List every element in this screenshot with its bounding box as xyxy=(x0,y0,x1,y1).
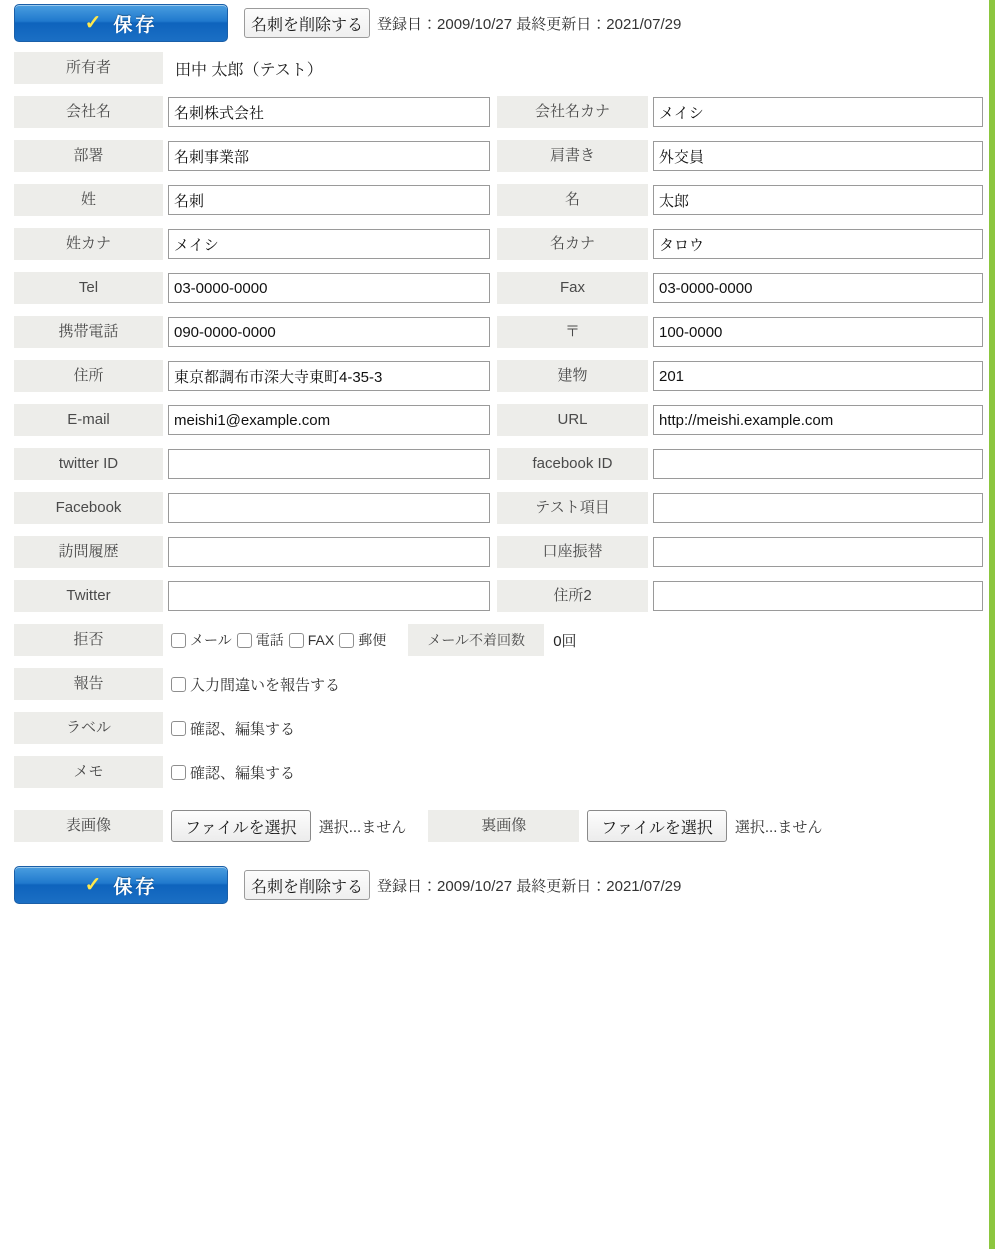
row-field-pair xyxy=(0,134,989,178)
reject-option-checkbox[interactable] xyxy=(289,632,334,648)
row-field-pair xyxy=(0,530,989,574)
save-button-top[interactable] xyxy=(14,4,228,42)
field-input[interactable] xyxy=(168,361,490,391)
field-label: Tel xyxy=(14,272,163,304)
report-checkbox-label: 入力間違いを報告する xyxy=(190,676,341,694)
save-button-bottom[interactable] xyxy=(14,866,228,904)
row-field-pair xyxy=(0,442,989,486)
field-label: facebook ID xyxy=(497,448,648,480)
field-input[interactable] xyxy=(653,361,983,391)
reject-option-label: 郵便 xyxy=(358,632,387,648)
record-dates-bottom: 登録日：2009/10/27 最終更新日：2021/07/29 xyxy=(377,877,682,895)
field-input[interactable] xyxy=(168,449,490,479)
delete-card-button-bottom[interactable]: 名刺を削除する xyxy=(244,870,370,900)
report-checkbox[interactable] xyxy=(171,674,340,695)
field-label: 部署 xyxy=(14,140,163,172)
row-field-pair xyxy=(0,266,989,310)
field-input[interactable] xyxy=(168,185,490,215)
row-field-pair xyxy=(0,354,989,398)
field-label: 訪問履歴 xyxy=(14,536,163,568)
field-input[interactable] xyxy=(653,229,983,259)
field-input[interactable] xyxy=(653,537,983,567)
bottom-toolbar xyxy=(0,862,989,908)
front-image-label: 表画像 xyxy=(14,810,163,842)
mail-bounce-count-value: 0回 xyxy=(553,632,577,650)
label-edit-checkbox[interactable] xyxy=(171,718,295,739)
field-input[interactable] xyxy=(653,405,983,435)
row-memo xyxy=(0,750,989,794)
field-label: 名 xyxy=(497,184,648,216)
field-label: URL xyxy=(497,404,648,436)
field-label: 建物 xyxy=(497,360,648,392)
right-edge-accent-bar xyxy=(989,0,995,1249)
field-input[interactable] xyxy=(653,317,983,347)
field-label: Facebook xyxy=(14,492,163,524)
back-image-choose-file-button[interactable]: ファイルを選択 xyxy=(587,810,727,842)
field-input[interactable] xyxy=(168,273,490,303)
field-input[interactable] xyxy=(653,273,983,303)
front-image-file-status: 選択...ません xyxy=(318,818,407,836)
field-input[interactable] xyxy=(653,449,983,479)
row-field-pair xyxy=(0,398,989,442)
field-label: 携帯電話 xyxy=(14,316,163,348)
label-checkbox-group xyxy=(171,718,295,739)
checkbox-box-icon xyxy=(237,633,252,648)
row-label xyxy=(0,706,989,750)
field-label: Fax xyxy=(497,272,648,304)
mail-bounce-count-label: メール不着回数 xyxy=(408,624,544,656)
back-image-upload xyxy=(587,810,822,842)
owner-label: 所有者 xyxy=(14,52,163,84)
reject-option-checkbox[interactable] xyxy=(339,630,386,650)
report-label: 報告 xyxy=(14,668,163,700)
field-input[interactable] xyxy=(653,581,983,611)
field-label: 姓カナ xyxy=(14,228,163,260)
row-owner xyxy=(0,46,989,90)
front-image-choose-file-button[interactable]: ファイルを選択 xyxy=(171,810,311,842)
field-input[interactable] xyxy=(168,493,490,523)
reject-option-label: メール xyxy=(190,632,232,648)
field-input[interactable] xyxy=(168,141,490,171)
label-row-label: ラベル xyxy=(14,712,163,744)
top-toolbar xyxy=(0,0,989,46)
row-field-pair xyxy=(0,90,989,134)
check-icon: ✓ xyxy=(84,12,105,34)
field-rows-container xyxy=(0,90,989,618)
field-label: 口座振替 xyxy=(497,536,648,568)
field-input[interactable] xyxy=(653,141,983,171)
field-label: Twitter xyxy=(14,580,163,612)
reject-option-label: FAX xyxy=(307,632,335,648)
field-label: 肩書き xyxy=(497,140,648,172)
reject-option-label: 電話 xyxy=(255,632,284,648)
field-label: 姓 xyxy=(14,184,163,216)
row-field-pair xyxy=(0,310,989,354)
memo-checkbox-group xyxy=(171,762,295,783)
checkbox-box-icon xyxy=(171,721,186,736)
record-dates-top: 登録日：2009/10/27 最終更新日：2021/07/29 xyxy=(377,15,682,33)
field-label: 住所2 xyxy=(497,580,648,612)
row-reject xyxy=(0,618,989,662)
field-label: 住所 xyxy=(14,360,163,392)
save-button-label: 保存 xyxy=(113,14,158,36)
save-button-label: 保存 xyxy=(113,876,158,898)
row-field-pair xyxy=(0,222,989,266)
field-label: 会社名カナ xyxy=(497,96,648,128)
field-label: 名カナ xyxy=(497,228,648,260)
back-image-file-status: 選択...ません xyxy=(734,818,823,836)
delete-card-button-top[interactable]: 名刺を削除する xyxy=(244,8,370,38)
field-label: 〒 xyxy=(497,316,648,348)
checkbox-box-icon xyxy=(339,633,354,648)
memo-edit-checkbox[interactable] xyxy=(171,762,295,783)
field-input[interactable] xyxy=(653,185,983,215)
back-image-label: 裏画像 xyxy=(428,810,579,842)
field-label: E-mail xyxy=(14,404,163,436)
row-field-pair xyxy=(0,178,989,222)
row-report xyxy=(0,662,989,706)
reject-option-checkbox[interactable] xyxy=(171,630,232,650)
checkbox-box-icon xyxy=(171,677,186,692)
checkbox-box-icon xyxy=(171,633,186,648)
field-input[interactable] xyxy=(168,97,490,127)
field-label: 会社名 xyxy=(14,96,163,128)
check-icon: ✓ xyxy=(84,874,105,896)
field-input[interactable] xyxy=(653,97,983,127)
memo-edit-checkbox-label: 確認、編集する xyxy=(190,764,296,782)
field-input[interactable] xyxy=(168,581,490,611)
owner-value: 田中 太郎（テスト） xyxy=(175,61,323,79)
reject-label: 拒否 xyxy=(14,624,163,656)
reject-option-checkbox[interactable] xyxy=(237,630,284,650)
field-label: テスト項目 xyxy=(497,492,648,524)
spacer xyxy=(0,794,989,804)
report-checkbox-group xyxy=(171,674,340,695)
field-input[interactable] xyxy=(168,317,490,347)
row-field-pair xyxy=(0,486,989,530)
reject-checkbox-group xyxy=(171,630,386,650)
field-input[interactable] xyxy=(653,493,983,523)
checkbox-box-icon xyxy=(289,633,304,648)
row-field-pair xyxy=(0,574,989,618)
row-images xyxy=(0,804,989,848)
front-image-upload xyxy=(171,810,406,842)
checkbox-box-icon xyxy=(171,765,186,780)
field-label: twitter ID xyxy=(14,448,163,480)
field-input[interactable] xyxy=(168,405,490,435)
field-input[interactable] xyxy=(168,537,490,567)
field-input[interactable] xyxy=(168,229,490,259)
label-edit-checkbox-label: 確認、編集する xyxy=(190,720,296,738)
memo-row-label: メモ xyxy=(14,756,163,788)
